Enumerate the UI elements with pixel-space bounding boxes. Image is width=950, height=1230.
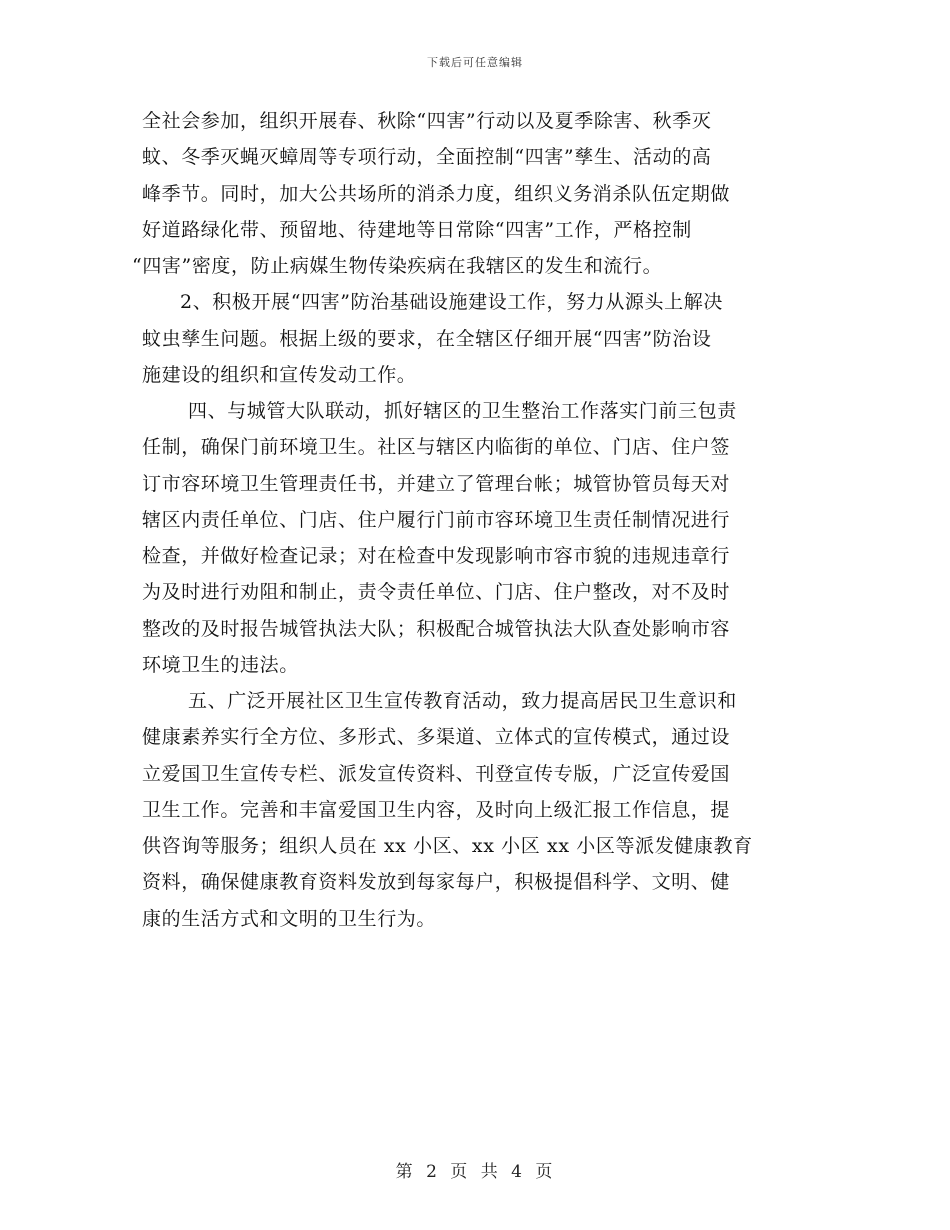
text-line: 立爱国卫生宣传专栏、派发宣传资料、刊登宣传专版，广泛宣传爱国 [142, 762, 731, 785]
text-line: 整改的及时报告城管执法大队；积极配合城管执法大队查处影响市容 [142, 617, 731, 640]
text-line: 为及时进行劝阻和制止，责令责任单位、门店、住户整改，对不及时 [142, 581, 731, 604]
text-line: 蚊、冬季灭蝇灭蟑周等专项行动，全面控制“四害”孳生、活动的高 [142, 146, 712, 169]
text-line: 五、广泛开展社区卫生宣传教育活动，致力提高居民卫生意识和 [188, 690, 737, 712]
paragraph-item-2 [142, 284, 810, 393]
page-number: 第 2 页 共 4 页 [395, 1162, 555, 1182]
text-line: 卫生工作。完善和丰富爱国卫生内容，及时向上级汇报工作信息，提 [142, 798, 731, 821]
text-line: 峰季节。同时，加大公共场所的消杀力度，组织义务消杀队伍定期做 [142, 182, 731, 205]
text-line: 检查，并做好检查记录；对在检查中发现影响市容市貌的违规违章行 [142, 545, 731, 567]
text-line: 施建设的组织和宣传发动工作。 [142, 363, 417, 386]
paragraph-section-5 [142, 683, 810, 937]
paragraph-section-4 [142, 393, 810, 683]
text-line: 好道路绿化带、预留地、待建地等日常除“四害”工作，严格控制 [142, 218, 692, 241]
text-line: 康的生活方式和文明的卫生行为。 [142, 907, 437, 930]
text-line: 资料，确保健康教育资料发放到每家每户，积极提倡科学、文明、健 [142, 871, 731, 894]
text-line: 环境卫生的违法。 [142, 653, 299, 676]
text-line: 蚊虫孳生问题。根据上级的要求，在全辖区仔细开展“四害”防治设 [142, 327, 712, 350]
text-line: 任制，确保门前环境卫生。社区与辖区内临街的单位、门店、住户签 [142, 436, 731, 459]
document-body [132, 103, 810, 937]
text-line: “四害”密度，防止病媒生物传染疾病在我辖区的发生和流行。 [132, 255, 663, 277]
text-line: 四、与城管大队联动，抓好辖区的卫生整治工作落实门前三包责 [188, 400, 737, 422]
text-line: 供咨询等服务；组织人员在 xx 小区、xx 小区 xx 小区等派发健康教育 [142, 835, 753, 857]
text-line: 辖区内责任单位、门店、住户履行门前市容环境卫生责任制情况进行 [142, 508, 731, 531]
text-line: 全社会参加，组织开展春、秋除“四害”行动以及夏季除害、秋季灭 [142, 110, 712, 132]
text-line: 2、积极开展“四害”防治基础设施建设工作，努力从源头上解决 [180, 291, 723, 314]
text-line: 健康素养实行全方位、多形式、多渠道、立体式的宣传模式，通过设 [142, 726, 731, 749]
text-line: 订市容环境卫生管理责任书，并建立了管理台帐；城管协管员每天对 [142, 472, 731, 495]
page-header: 下载后可任意编辑 [427, 56, 523, 69]
paragraph-continuation [132, 103, 810, 284]
